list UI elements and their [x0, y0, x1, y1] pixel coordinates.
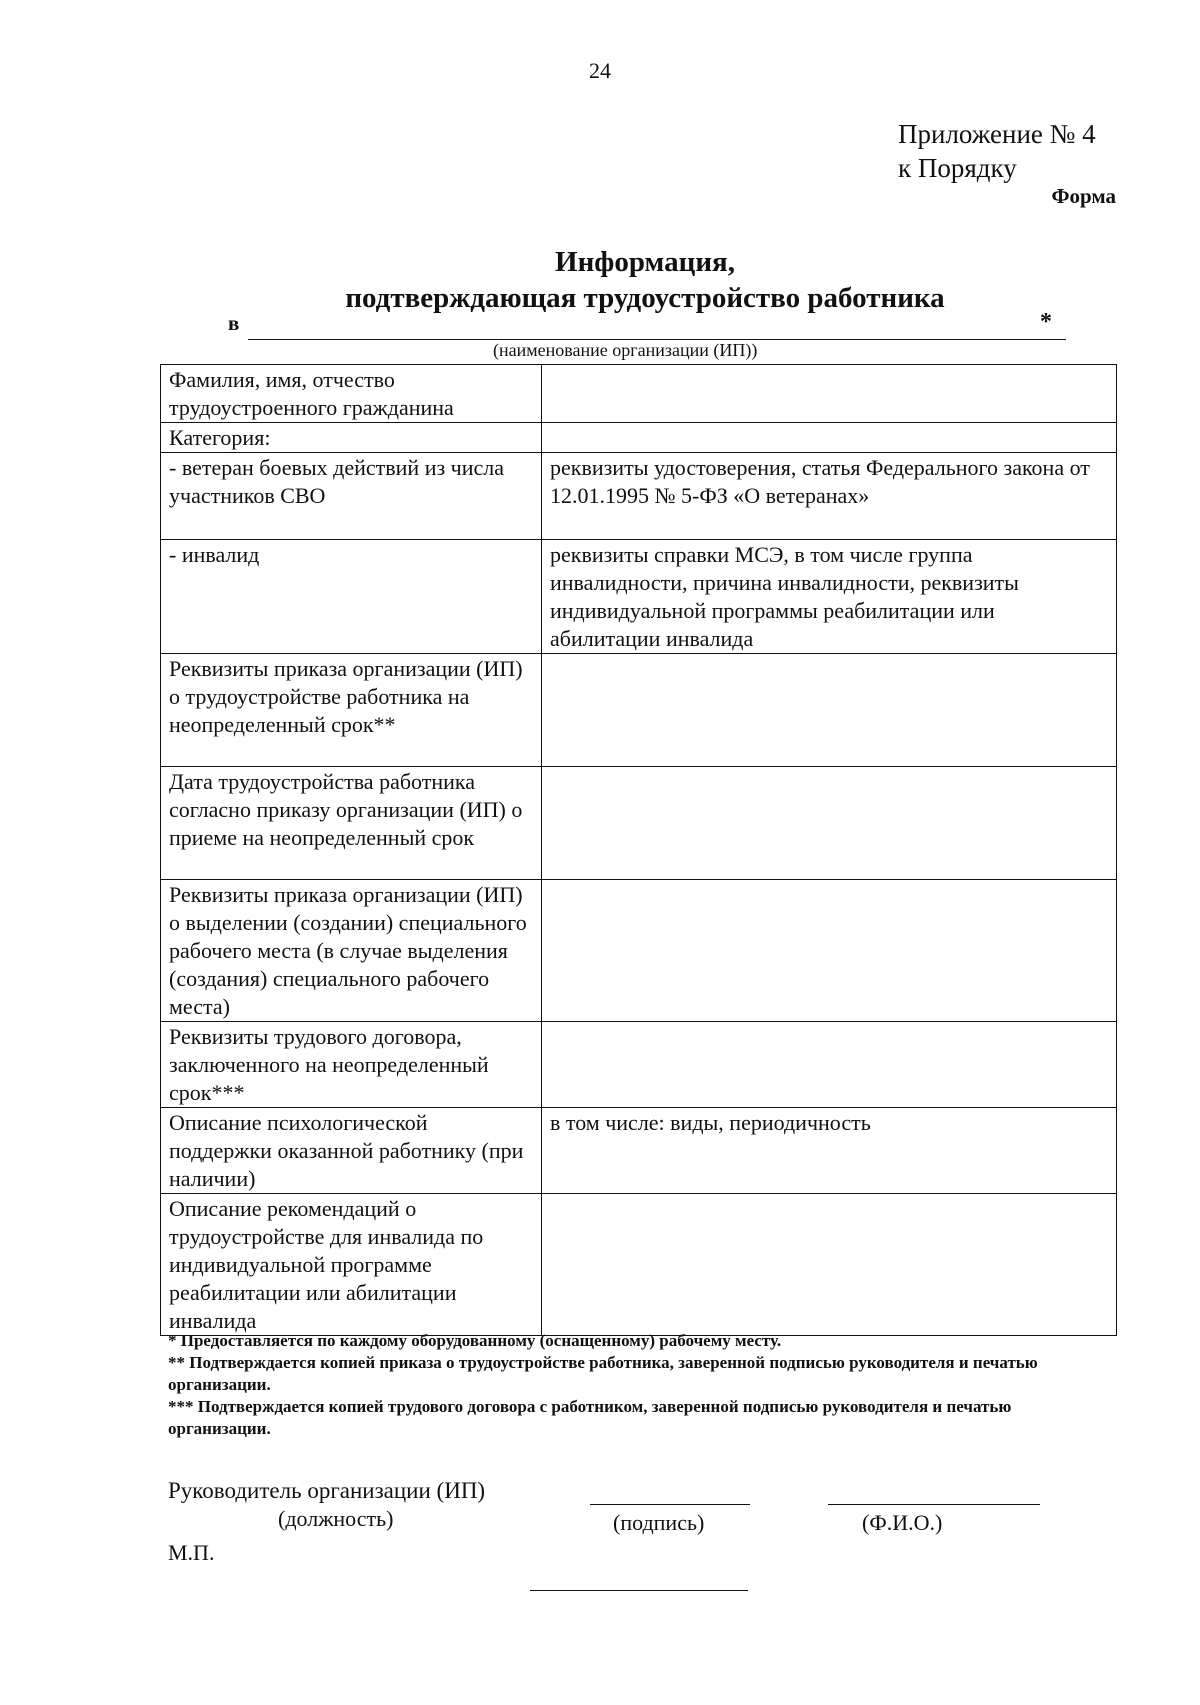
appendix-reference [898, 117, 1096, 185]
form-label: Форма [1051, 184, 1116, 208]
table-row [161, 1022, 1117, 1108]
footnote-3: *** Подтверждается копией трудового договора с работником, заверенной подписью руководителя и печатью организации. [168, 1397, 1012, 1438]
row-label: - инвалид [161, 540, 542, 654]
stamp-placeholder: М.П. [168, 1540, 215, 1565]
row-label: Реквизиты приказа организации (ИП) о трудоустройстве работника на неопределенный срок** [161, 654, 542, 767]
signature-caption: (подпись) [613, 1510, 705, 1535]
signature-line [590, 1504, 750, 1505]
row-value [542, 365, 1117, 423]
row-label: Реквизиты приказа организации (ИП) о выделении (создании) специального рабочего места (в случае выделения (создания) специального рабочего места) [161, 880, 542, 1022]
table-row [161, 453, 1117, 540]
organization-field [228, 309, 1100, 341]
row-label: Реквизиты трудового договора, заключенного на неопределенный срок*** [161, 1022, 542, 1108]
footnotes [168, 1330, 1118, 1440]
organization-prefix: в [228, 311, 240, 335]
appendix-order-ref: к Порядку [898, 153, 1017, 183]
row-value: реквизиты справки МСЭ, в том числе группа инвалидности, причина инвалидности, реквизиты индивидуальной программы реабилитации или абилитации инвалида [542, 540, 1117, 654]
organization-footnote-mark: * [1040, 309, 1052, 335]
row-value [542, 1022, 1117, 1108]
footnote-1: * Предоставляется по каждому оборудованному (оснащенному) рабочему месту. [168, 1331, 782, 1350]
organization-caption: (наименование организации (ИП)) [493, 340, 758, 360]
footnote-2: ** Подтверждается копией приказа о трудоустройстве работника, заверенной подписью руководителя и печатью организации. [168, 1353, 1038, 1394]
table-row [161, 767, 1117, 880]
row-label: Фамилия, имя, отчество трудоустроенного гражданина [161, 365, 542, 423]
signatory-role: Руководитель организации (ИП) [168, 1478, 486, 1503]
document-title [0, 244, 1200, 316]
page-number: 24 [589, 58, 611, 83]
row-label: Описание рекомендаций о трудоустройстве для инвалида по индивидуальной программе реабилитации или абилитации инвалида [161, 1194, 542, 1336]
table-row [161, 1108, 1117, 1194]
row-value [542, 1194, 1117, 1336]
bottom-line [530, 1590, 748, 1591]
table-row [161, 365, 1117, 423]
title-line-2: подтверждающая трудоустройство работника [345, 282, 945, 314]
row-value: реквизиты удостоверения, статья Федерального закона от 12.01.1995 № 5-ФЗ «О ветеранах» [542, 453, 1117, 540]
row-value [542, 654, 1117, 767]
name-caption: (Ф.И.О.) [862, 1510, 943, 1535]
table-row [161, 423, 1117, 453]
appendix-number: Приложение № 4 [898, 119, 1096, 149]
row-value: в том числе: виды, периодичность [542, 1108, 1117, 1194]
name-line [828, 1504, 1040, 1505]
row-label: Дата трудоустройства работника согласно приказу организации (ИП) о приеме на неопределенный срок [161, 767, 542, 880]
information-table [160, 364, 1117, 1336]
table-row [161, 1194, 1117, 1336]
table-row [161, 540, 1117, 654]
table-row [161, 654, 1117, 767]
row-label: - ветеран боевых действий из числа участников СВО [161, 453, 542, 540]
row-label: Описание психологической поддержки оказанной работнику (при наличии) [161, 1108, 542, 1194]
row-label: Категория: [161, 423, 542, 453]
row-value [542, 423, 1117, 453]
table-row [161, 880, 1117, 1022]
row-value [542, 767, 1117, 880]
title-line-1: Информация, [555, 246, 735, 278]
row-value [542, 880, 1117, 1022]
position-caption: (должность) [278, 1506, 394, 1531]
